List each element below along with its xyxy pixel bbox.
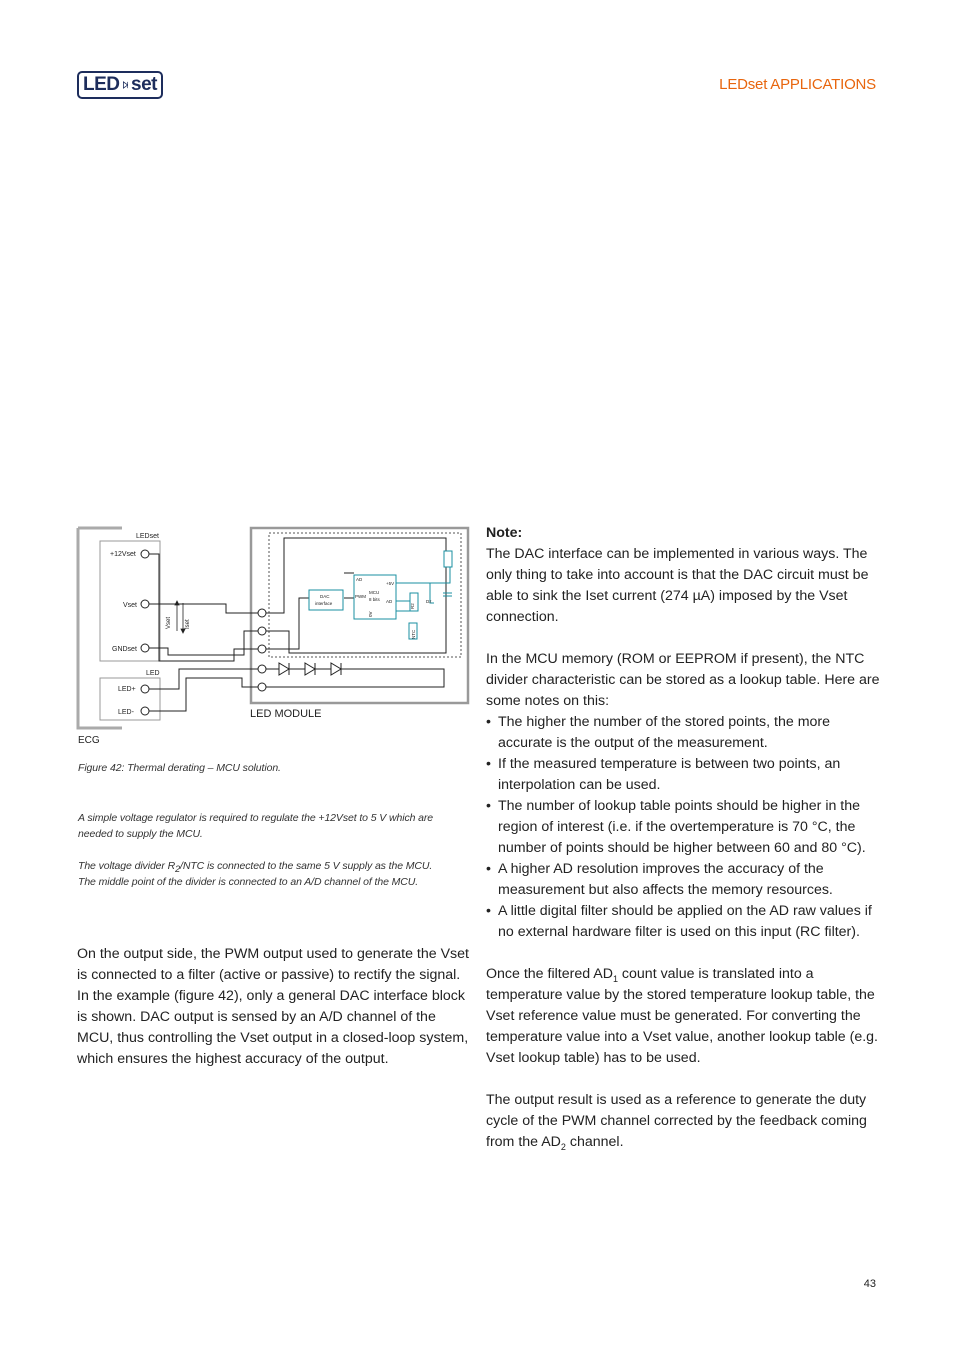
list-item: • A little digital filter should be applied on the AD raw values if no external hardware filter is used on this input (RC filter). bbox=[486, 901, 881, 943]
right-column bbox=[486, 523, 881, 1153]
divider-note-part-1: The voltage divider R bbox=[78, 860, 176, 872]
regulator-note: A simple voltage regulator is required to regulate the +12Vset to 5 V which are needed to supply the MCU. bbox=[78, 812, 434, 840]
output-part-2: channel. bbox=[565, 1134, 624, 1150]
note-text: The DAC interface can be implemented in various ways. The only thing to take into account is that the DAC circuit must be able to sink the Iset current (274 µA) imposed by the Vset connection. bbox=[486, 546, 869, 625]
mcu-ad1-label: AD bbox=[356, 577, 363, 582]
play-triangle-icon bbox=[123, 76, 129, 94]
divider-note bbox=[78, 858, 438, 890]
dac-label-1: DAC bbox=[320, 594, 330, 599]
ledset-logo bbox=[77, 71, 163, 99]
body-left-paragraph: On the output side, the PWM output used to generate the Vset is connected to a filter (active or passive) to rectify the signal. In the example (figure 42), only a general DAC interface block is shown. DAC output is sensed by an A/D channel of the MCU, thus controlling the Vset output in a closed-loop system, which ensures the highest accuracy of the output. bbox=[77, 946, 469, 1067]
filtered-part-1: Once the filtered AD bbox=[486, 966, 613, 982]
logo-right-text: set bbox=[131, 74, 157, 95]
figure-caption: Figure 42: Thermal derating – MCU solution. bbox=[78, 762, 281, 774]
pin-led-plus-label: LED+ bbox=[118, 686, 136, 693]
pin-12vset-label: +12Vset bbox=[110, 551, 136, 558]
output-result-paragraph bbox=[486, 1090, 881, 1153]
mcu-memory-paragraph: In the MCU memory (ROM or EEPROM if present), the NTC divider characteristic can be stored as a lookup table. Here are some notes on this: bbox=[486, 651, 880, 709]
output-subscript: 2 bbox=[560, 1141, 566, 1152]
section-title: LEDset APPLICATIONS bbox=[719, 76, 876, 93]
pin-led-minus-label: LED- bbox=[118, 709, 134, 716]
filtered-ad-paragraph bbox=[486, 964, 881, 1069]
filtered-subscript: 1 bbox=[612, 973, 618, 984]
pin-vset-label: Vset bbox=[123, 602, 138, 609]
iset-arrow-label: Iset bbox=[185, 619, 191, 629]
mcu-label-1: MCU bbox=[369, 590, 380, 595]
pin-gndset-label: GNDset bbox=[112, 646, 137, 653]
ledset-label: LEDset bbox=[136, 533, 159, 540]
mcu-ad2-label: AD bbox=[386, 599, 393, 604]
divider-note-part-2: /NTC is connected to the same 5 V supply as the MCU. The middle point of the divider is connected to an A/D channel of the MCU. bbox=[78, 860, 433, 888]
zener-label: Dz bbox=[426, 599, 432, 604]
ecg-label: ECG bbox=[78, 735, 100, 746]
led-module-label: LED MODULE bbox=[250, 708, 322, 720]
note-heading: Note: bbox=[486, 525, 523, 541]
filtered-part-2: count value is translated into a temperature value by the stored temperature lookup table, the Vset reference value must be generated. For converting the temperature value into a Vset value, another lookup table (e.g. Vset lookup table) has to be used. bbox=[486, 966, 878, 1066]
divider-note-subscript: 2 bbox=[175, 864, 181, 875]
mcu-gnd-label: 0V bbox=[368, 611, 373, 617]
dac-label-2: interface bbox=[315, 601, 333, 606]
ntc-label: NTC bbox=[411, 629, 416, 639]
vset-arrow-label: Vset bbox=[166, 616, 172, 629]
lookup-notes-list bbox=[486, 712, 881, 943]
led-label: LED bbox=[146, 670, 160, 677]
list-item: • The higher the number of the stored points, the more accurate is the output of the measurement. bbox=[486, 712, 881, 754]
circuit-diagram bbox=[74, 523, 474, 748]
list-item: • A higher AD resolution improves the accuracy of the measurement but also affects the memory resources. bbox=[486, 859, 881, 901]
list-item: • The number of lookup table points should be higher in the region of interest (i.e. if the overtemperature is 70 °C, the number of points should be higher between 60 and 80 °C). bbox=[486, 796, 881, 859]
mcu-vcc-label: +5V bbox=[386, 581, 395, 586]
logo-left-text: LED bbox=[83, 74, 120, 95]
mcu-label-2: 8 bits bbox=[369, 597, 380, 602]
output-part-1: The output result is used as a reference to generate the duty cycle of the PWM channel corrected by the feedback coming from the AD bbox=[486, 1092, 867, 1150]
r2-label: R2 bbox=[410, 603, 415, 609]
list-item: • If the measured temperature is between two points, an interpolation can be used. bbox=[486, 754, 881, 796]
mcu-pwm-label: PWM bbox=[355, 594, 366, 599]
page-number: 43 bbox=[863, 1278, 876, 1290]
